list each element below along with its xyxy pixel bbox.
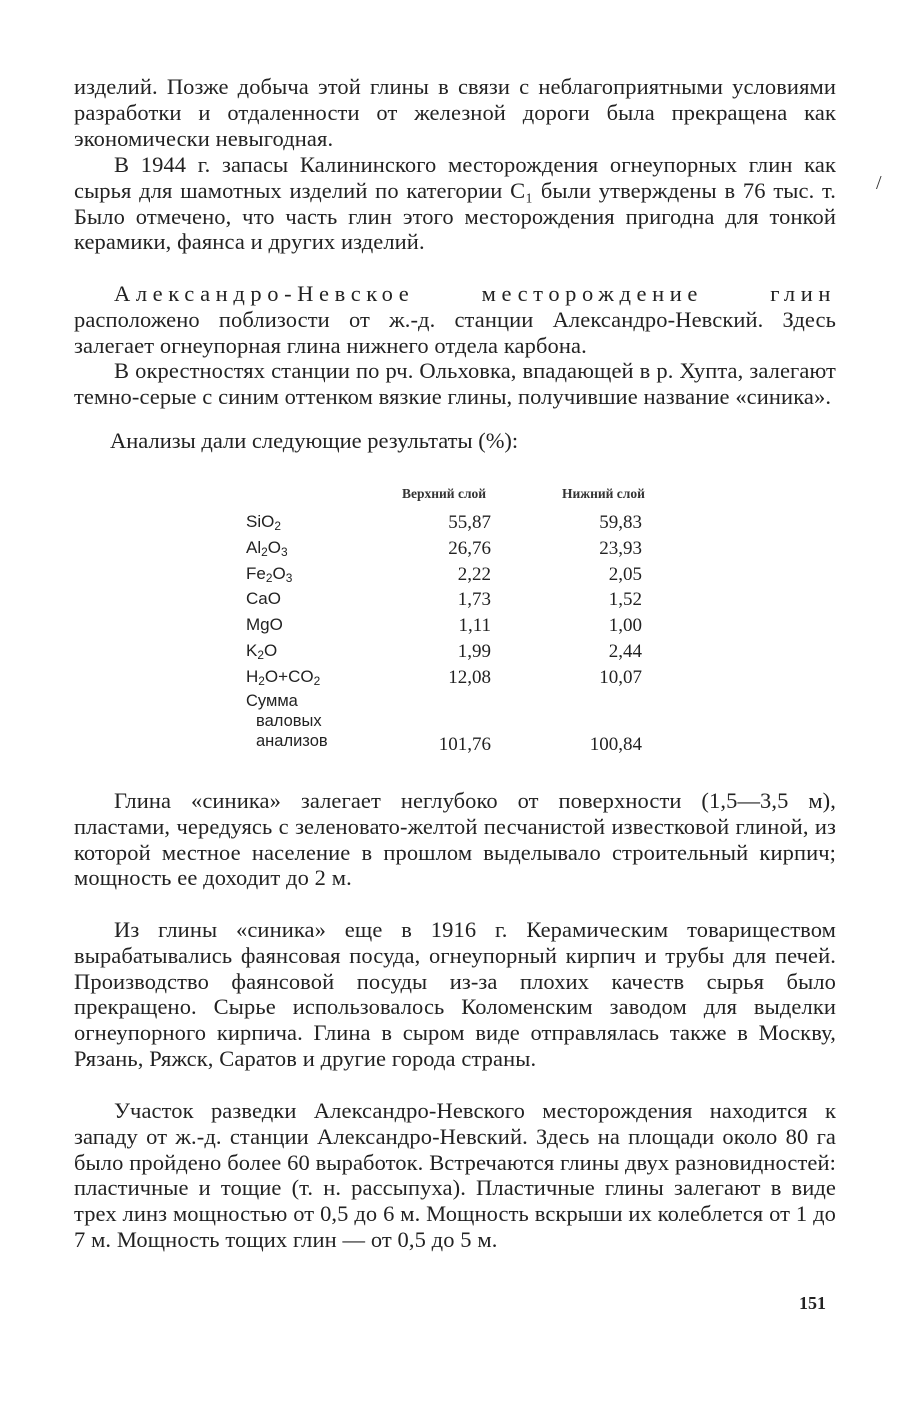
paragraph-3: Александро-Невское месторождение глин расположено поблизости от ж.-д. станции Александро-Невский. Здесь залегает огнеупорная глина нижнего отдела карбона.	[74, 281, 836, 358]
lower-value: 2,05	[608, 564, 642, 585]
compound-name: $Al_2O_3$	[246, 538, 288, 559]
upper-value: 26,76	[448, 538, 491, 559]
paragraph-5: Глина «синика» залегает неглубоко от поверхности (1,5—3,5 м), пластами, чередуясь с зеленовато-желтой песчанистой известковой глиной, из которой местное население в прошлом выделывало строительный кирпич; мощность ее доходит до 2 м.	[74, 788, 836, 891]
col-header-upper: Верхний слой	[402, 486, 487, 501]
upper-value: 1,11	[458, 615, 491, 636]
upper-value: 12,08	[448, 667, 491, 688]
lower-value: 23,93	[599, 538, 642, 559]
lower-value: 1,00	[608, 615, 642, 636]
table-row	[246, 512, 666, 538]
sum-row	[246, 734, 666, 760]
table-row	[246, 589, 666, 615]
page-number: 151	[799, 1293, 826, 1313]
table-row	[246, 615, 666, 641]
upper-value: 1,99	[457, 641, 491, 662]
paragraph-6: Из глины «синика» еще в 1916 г. Керамическим товариществом вырабатывались фаянсовая посуда, огнеупорный кирпич и трубы для печей. Производство фаянсовой посуды из-за плохих качеств сырья было прекращено. Сырье использовалось Коломенским заводом для выделки огнеупорного кирпича. Глина в сыром виде отправлялась также в Москву, Рязань, Ряжск, Саратов и другие города страны.	[74, 917, 836, 1071]
lower-value: 59,83	[599, 512, 642, 533]
lower-value: 1,52	[608, 589, 642, 610]
paragraph-1: изделий. Позже добыча этой глины в связи с неблагоприятными условиями разработки и отдаленности от железной дороги была прекращена как экономически невыгодная.	[74, 74, 836, 151]
lower-value: 2,44	[608, 641, 642, 662]
paragraph-2: В 1944 г. запасы Калининского месторождения огнеупорных глин как сырья для шамотных изделий по категории C₁ были утверждены в 76 тыс. т. Было отмечено, что часть глин этого месторождения пригодна для тонкой керамики, фаянса и других изделий.	[74, 152, 836, 255]
table-row	[246, 538, 666, 564]
paragraph-7: Участок разведки Александро-Невского месторождения находится к западу от ж.-д. станции Александро-Невский. Здесь на площади около 80 га было пройдено более 60 выработок. Встречаются глины двух разновидностей: пластичные и тощие (т. н. рассыпуха). Пластичные глины залегают в виде трех линз мощностью от 0,5 до 6 м. Мощность вскрыши их колеблется от 1 до 7 м. Мощность тощих глин — от 0,5 до 5 м.	[74, 1098, 836, 1252]
deposit-heading: Александро-Невское месторождение глин	[114, 281, 836, 306]
sum-upper: 101,76	[438, 734, 491, 755]
table-row	[246, 641, 666, 667]
compound-name: MgO	[246, 615, 283, 634]
upper-value: 55,87	[448, 512, 491, 533]
sum-label: Сумма валовых анализов	[246, 692, 328, 750]
upper-value: 1,73	[457, 589, 491, 610]
sum-lower: 100,84	[589, 734, 642, 755]
paragraph-4: В окрестностях станции по рч. Ольховка, впадающей в р. Хупта, залегают темно-серые с синим оттенком вязкие глины, получившие название «синика».	[74, 358, 836, 409]
compound-name: SiO$_2$	[246, 512, 281, 533]
compound-name: $H_2O+CO_2$	[246, 667, 321, 688]
col-header-lower: Нижний слой	[562, 486, 645, 501]
margin-mark: /	[876, 172, 882, 194]
table-row	[246, 564, 666, 590]
upper-value: 2,22	[457, 564, 491, 585]
table-caption: Анализы дали следующие результаты (%):	[110, 428, 519, 453]
compound-name: $K_2O$	[246, 641, 278, 662]
lower-value: 10,07	[599, 667, 642, 688]
table-row	[246, 667, 666, 693]
compound-name: CaO	[246, 589, 281, 608]
compound-name: $Fe_2O_3$	[246, 564, 293, 585]
